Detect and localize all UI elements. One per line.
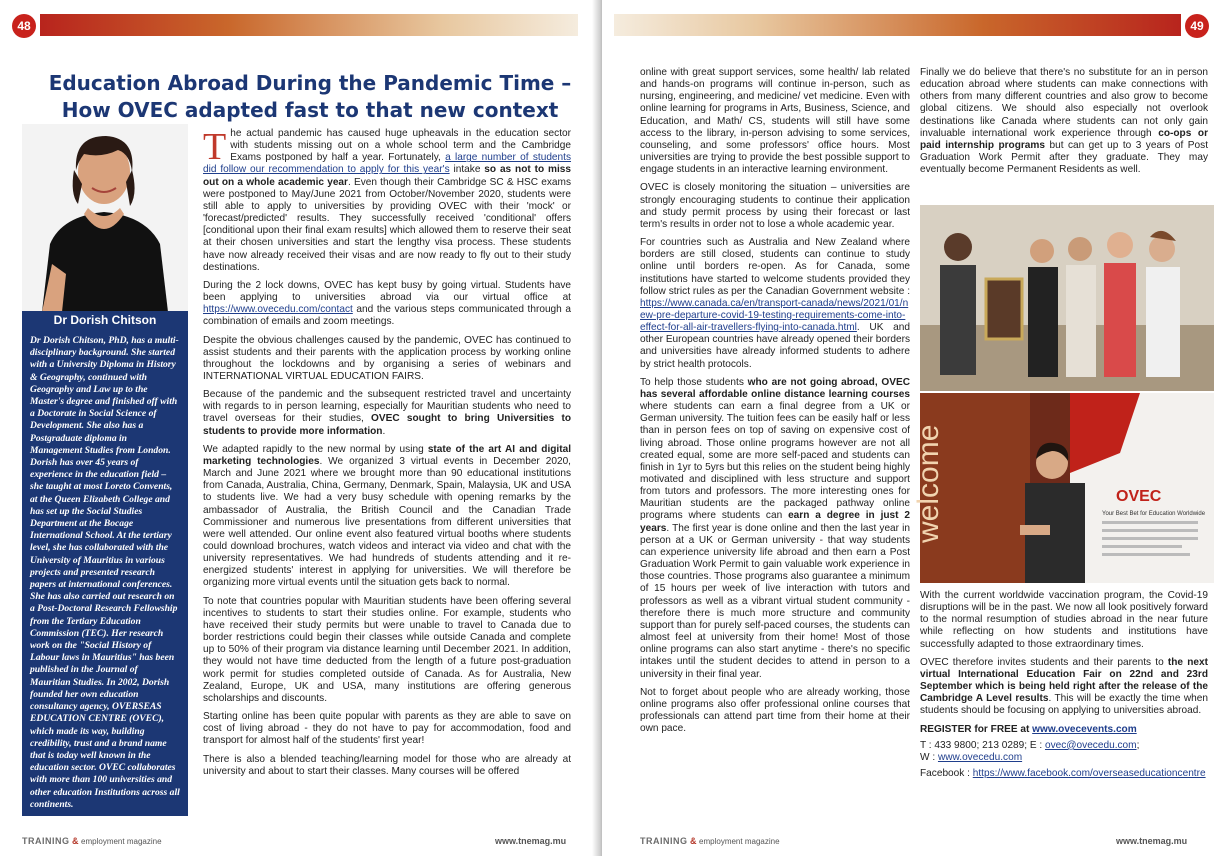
text: intake xyxy=(449,164,485,176)
text: . We organized 3 virtual events in December 2020, March and June 2021 where we brought more than 90 educational institutions from Canada, Australia, China, Germany, Denmark, Spain, Malaysia, UK and USA to students live. We had a very busy schedule with opening remarks by the ambassador of Australia, the British Council and the Canadian Trade Commissioner and numerous live presentations from different universities that were well attended. Our online event also featured virtual booths where students could download brochures, watch videos and interact via video and chat with the university representatives. We had hundreds of students attending and it re-energized students' interest in applying for universities. We will therefore be organizing more virtual events until the situation gets back to normal. xyxy=(203,455,571,589)
text: . UK and other European countries have already opened their borders and universities have already informed students to adhere by strict health protocols. xyxy=(640,322,910,370)
title-line-2: How OVEC adapted fast to that new context xyxy=(61,98,559,122)
footer-brand-sub: employment magazine xyxy=(81,837,162,846)
author-name: Dr Dorish Chitson xyxy=(22,311,188,329)
text-bold: so as not to miss out on a whole academic year xyxy=(203,164,571,188)
paragraph: Starting online has been quite popular with parents as they are able to save on cost of living abroad - they do not have to pay for accommodation, food and transport for almost half of the students' first year! xyxy=(203,711,571,747)
register-label: REGISTER for FREE at xyxy=(920,723,1033,735)
title-line-1: Education Abroad During the Pandemic Time – xyxy=(48,71,572,95)
text-underlined: a large number of students did follow our recommendation to apply for this year's xyxy=(203,152,572,176)
footer-amp: & xyxy=(72,836,79,846)
left-page xyxy=(0,0,598,856)
article-column-2 xyxy=(640,67,910,827)
article-title xyxy=(40,70,580,124)
paragraph xyxy=(920,67,1208,176)
article-column-1 xyxy=(203,128,571,828)
text-bold: who are not going abroad, OVEC has several affordable online distance learning courses xyxy=(640,376,910,400)
text: . xyxy=(382,425,386,437)
page-number: 49 xyxy=(1185,14,1209,38)
fair-photo xyxy=(912,393,1214,583)
text: During the 2 lock downs, OVEC has kept busy by going virtual. Students have been applying to universities abroad via our virtual office at xyxy=(203,279,571,304)
welcome-sign: welcome xyxy=(912,424,945,543)
footer-amp: & xyxy=(690,836,697,846)
contact-link[interactable]: https://www.ovecedu.com/contact xyxy=(203,304,353,316)
text: . This will be exactly the time when students should be focusing on applying to universities abroad. xyxy=(920,693,1208,717)
footer-brand: TRAINING xyxy=(640,836,688,846)
paragraph: online with great support services, some health/ lab related and hands-on programs will continue in-person, such as nursing, engineering, and medicine/ vet medicine. Even with online learning for programs in Arts, Business, Science, and Education, and Math/ CS, students will still have some access to the library, in-person advising to some services, counseling, and some professors' office hours. Most universities are trying to provide the best possible support to engage students in an interactive learning environment. xyxy=(640,67,910,176)
facebook-label: Facebook : xyxy=(920,768,973,780)
text: For countries such as Australia and New Zealand where borders are still closed, students can continue to study online until borders re-open. As for Canada, some institutions have started to welcome students provided they follow strict rules as per the Canadian Government website : xyxy=(640,237,910,297)
text: . The first year is done online and then the last year in person at a UK or German university - that way students can experience university life abroad and then earn a Post Graduation Work Permit to gain valuable work experience in those countries. Those programs also guarantee a minimum of 15 hours per week of live interaction with tutors and professors as well as a vibrant virtual student community - therefore there is much more structure and community support than for purely self-paced courses, the students can almost feel at university from their home! Most of those online programs can also start anytime - there's no specific intakes until the student decides to attend in person to a university in their final year. xyxy=(640,522,910,680)
paragraph: OVEC is closely monitoring the situation – universities are strongly encouraging students to continue their application and study permit process by using their forecast or last term's results in order not to lose a whole academic year. xyxy=(640,182,910,230)
paragraph xyxy=(920,657,1208,718)
footer-magazine xyxy=(22,836,162,846)
paragraph xyxy=(203,280,571,329)
paragraph: With the current worldwide vaccination program, the Covid-19 disruptions will be in the past. We now all look positively forward to the normal resumption of studies abroad in the near future while reflecting on how students and institutions have successfully adapted to those extraordinary times. xyxy=(920,590,1208,650)
text: . Even though their Cambridge SC & HSC exams were postponed to May/June 2021 from October/November 2020, students were still able to apply to universities by providing OVEC with their 'mock' or 'forecast/predicted' results. They successfully received 'conditional' offers [conditional upon their final exam results] which allowed them to reserve their seat at their chosen universities and start the lengthy visa process. These students have now already received their visas and are now ready to fly out to their study destinations. xyxy=(203,176,571,273)
paragraph: Not to forget about people who are already working, those online programs also offer professional online courses that professionals can attend part time from their home at their own pace. xyxy=(640,686,910,735)
text-bold: state of the art AI and digital marketing technologies xyxy=(203,443,572,467)
text-bold: co-ops or paid internship programs xyxy=(920,127,1209,151)
paragraph: To note that countries popular with Mauritian students have been offering several incentives to students to start their studies online. For example, students who have received their study permits but were unable to travel to Canada due to border restrictions could begin their classes while outside Canada and complete up to 50% of their program via distance learning until December 2021. In addition, they would not have time deducted from the length of a future post-graduation work permit for studies completed outside of Canada. As for Australia, New Zealand, Europe, UK and USA, many institutions are offering generous scholarships and discounts. xyxy=(203,595,571,704)
right-page xyxy=(602,0,1221,856)
text: Finally we do believe that there's no substitute for an in person education abroad where students can make connections with others from many different countries and also grow to become global citizens. We should also especially not overlook destinations like Canada where students can not only gain invaluable international work experience through xyxy=(920,67,1208,139)
author-bio: Dr Dorish Chitson, PhD, has a multi-disciplinary background. She started with a University Diploma in History & Geography, continued with Geography and Law up to the Master's degree and finished off with a Doctorate in Social Science of Development. She also has a Postgraduate diploma in Management Studies from London. Dorish has over 45 years of experience in the education field – she taught at most Loreto Convents, at the Queen Elizabeth College and has set up the Social Studies Department at the Bocage International School. At the tertiary level, she has collaborated with the University of Mauritius in various projects and presented research papers at international conferences. She has also carried out research on a Post-Doctoral Research Fellowship from the Tertiary Education Commission (TEC). Her research work on the "Social History of Labour laws in Mauritius" has been published in the Journal of Mauritian Studies. In 2002, Dorish founded her own education consultancy agency, OVERSEAS EDUCATION CENTRE (OVEC), which made its way, building credibility, trust and a brand name that is today well known in the education sector. OVEC collaborates with more than 100 universities and other education Institutions across all continents. xyxy=(22,329,188,816)
drop-cap: T xyxy=(203,126,227,168)
website-link[interactable]: www.ovecedu.com xyxy=(937,751,1023,763)
footer-url[interactable]: www.tnemag.mu xyxy=(1116,836,1188,846)
email-link[interactable]: ovec@ovecedu.com xyxy=(1044,739,1137,751)
paragraph xyxy=(203,389,571,438)
contact-phone: T : 433 9800; 213 0289; E : xyxy=(920,739,1045,751)
text: OVEC therefore invites students and their parents to xyxy=(920,656,1168,668)
contact-facebook xyxy=(920,768,1208,780)
paragraph xyxy=(640,377,910,681)
text-bold: earn a degree in just 2 years xyxy=(640,510,910,534)
paragraph xyxy=(203,444,571,590)
author-photo xyxy=(22,124,188,312)
paragraph: There is also a blended teaching/learning model for those who are already at university and about to start their classes. Many courses will be offered xyxy=(203,753,571,777)
register-line xyxy=(920,724,1208,736)
text: Because of the pandemic and the subsequent restricted travel and uncertainty with regards to in person learning, especially for Mauritian students who need to travel overseas for their studies, xyxy=(203,389,571,425)
text: but can get up to 3 years of Post Graduation Work Permit after they graduate. They may eventually become Permanent Residents as well. xyxy=(920,139,1209,176)
text: We adapted rapidly to the new normal by using xyxy=(203,443,428,455)
header-bar xyxy=(40,14,578,36)
register-link[interactable]: www.ovecevents.com xyxy=(1032,723,1137,735)
text-bold: the next virtual International Education Fair on 22nd and 23rd September which is being held right after the release of the Cambridge A Level results xyxy=(920,656,1208,705)
paragraph: Despite the obvious challenges caused by the pandemic, OVEC has continued to assist students and their parents with the application process by working online throughout the lockdowns and by organising a series of webinars and INTERNATIONAL VIRTUAL EDUCATION FAIRS. xyxy=(203,334,571,382)
text: To help those students xyxy=(640,376,748,388)
article-column-3-bottom xyxy=(920,590,1208,830)
canada-gov-link[interactable]: https://www.canada.ca/en/transport-canada/news/2021/01/new-pre-departure-covid-19-testing-requirements-come-into-effect-for-all-air-travellers-flying-into-canada.html xyxy=(640,297,909,334)
footer-brand: TRAINING xyxy=(22,836,70,846)
text: ; xyxy=(1136,739,1140,751)
footer-brand-sub: employment magazine xyxy=(699,837,780,846)
text-bold: OVEC sought to bring Universities to students to provide more information xyxy=(203,413,571,437)
text: he actual pandemic has caused huge upheavals in the education sector with students missing out on a whole school term and the Cambridge Exams postponed by half a year. Fortunately, xyxy=(230,128,571,164)
footer-magazine xyxy=(640,836,780,846)
contact-web xyxy=(920,752,1208,764)
facebook-link[interactable]: https://www.facebook.com/overseaseducationcentre xyxy=(972,768,1206,780)
page-number: 48 xyxy=(12,14,36,38)
footer-url[interactable]: www.tnemag.mu xyxy=(495,836,567,846)
article-column-3-top xyxy=(920,67,1208,202)
award-photo xyxy=(920,205,1214,391)
header-bar xyxy=(614,14,1181,36)
web-label: W : xyxy=(920,751,938,763)
text: and the various steps communicated through a combination of emails and zoom meetings. xyxy=(203,304,571,328)
contact-phone-email xyxy=(920,740,1208,752)
paragraph xyxy=(640,237,910,371)
poster-line: Your Best Bet for Education Worldwide xyxy=(1102,511,1206,517)
poster-brand: OVEC xyxy=(1116,488,1162,505)
text: where students can earn a final degree from a UK or German university. The tuition fees can be easily half or less than in person fees on top of saving on expensive cost of living abroad. Those online programs however are not all created equal, some are more self-paced and students can finish in 1yr to 5yrs but this relies on the student being highly motivated and disciplined with less structure and support from tutors and professors. The more interesting ones for Mauritian students are the packaged pathway online programs where students can xyxy=(640,401,910,522)
paragraph xyxy=(203,128,571,274)
